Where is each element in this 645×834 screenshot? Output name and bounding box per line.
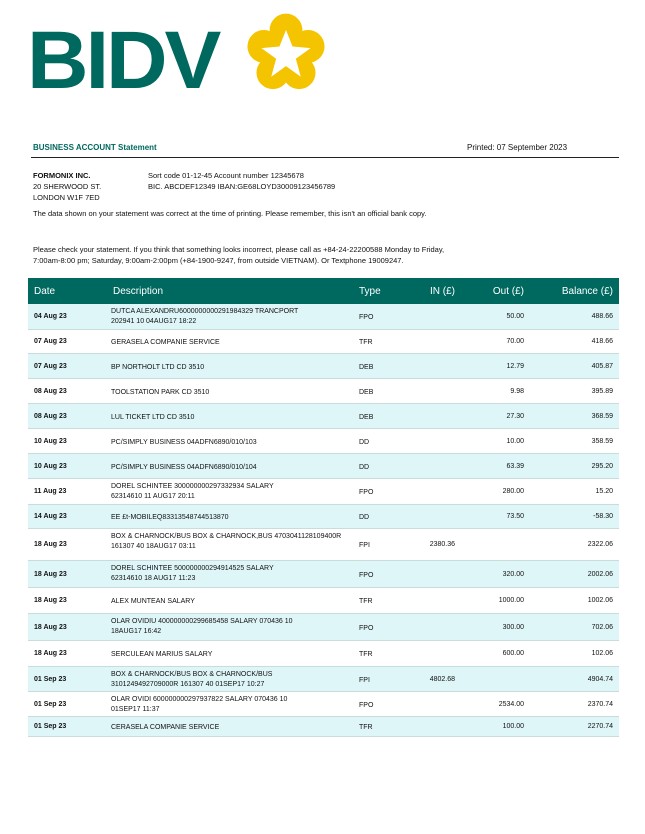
description-line-2: 202941 10 04AUG17 18:22 [111,318,197,325]
cell-type: DEB [359,414,374,421]
check-notice: Please check your statement. If you think that something looks incorrect, please call as +84-24-22200588 Monday to Friday, 7:00am-8:00 pm; Saturday, 9:00am-2:00pm (+84-1900-9247, from outside VIETNAM). Or Textphone 19009247. [33,245,445,265]
table-header [28,278,619,304]
description-line-1: EE £t-MOBILEQ83313548744513870 [111,514,229,521]
cell-type: FPO [359,572,374,579]
description-line-1: DOREL SCHINTEE 300000000297332934 SALARY [111,483,274,490]
cell-date: 18 Aug 23 [34,624,67,631]
header-type: Type [359,286,381,297]
description-line-1: BOX & CHARNOCK/BUS BOX & CHARNOCK/BUS [111,671,273,678]
header-out: Out (£) [492,286,524,297]
table-row [28,529,619,561]
statement-title: BUSINESS ACCOUNT Statement [33,143,157,152]
table-row [28,692,619,717]
cell-out: 50.00 [506,313,524,320]
cell-balance: 395.89 [591,388,613,395]
cell-out: 73.50 [506,513,524,520]
cell-out: 320.00 [502,571,524,578]
cell-out: 280.00 [502,488,524,495]
table-row [28,667,619,692]
description-line-1: LUL TICKET LTD CD 3510 [111,414,195,421]
cell-date: 07 Aug 23 [34,363,67,370]
description-line-1: GERASELA COMPANIE SERVICE [111,339,220,346]
table-row [28,561,619,588]
cell-out: 12.79 [506,363,524,370]
cell-out: 1000.00 [498,597,524,604]
table-row [28,479,619,505]
cell-date: 14 Aug 23 [34,513,67,520]
description-line-1: PC/SIMPLY BUSINESS 04ADFN6890/010/103 [111,439,257,446]
cell-type: TFR [359,651,373,658]
cell-balance: -58.30 [593,513,613,520]
cell-type: FPO [359,489,374,496]
cell-type: FPO [359,314,374,321]
cell-out: 63.39 [506,463,524,470]
transactions-table [28,278,619,737]
cell-description [111,723,371,733]
cell-description [111,388,374,398]
address-line-1: 20 SHERWOOD ST. [33,182,102,191]
cell-type: TFR [359,339,373,346]
cell-out: 9.98 [510,388,524,395]
bidv-logo [27,12,327,112]
cell-type: DEB [359,364,374,371]
cell-date: 11 Aug 23 [34,488,67,495]
cell-date: 18 Aug 23 [34,650,67,657]
cell-date: 01 Sep 23 [34,701,67,708]
table-row [28,588,619,614]
table-row [28,717,619,737]
cell-description [111,438,371,448]
cell-date: 01 Sep 23 [34,723,67,730]
cell-balance: 15.20 [595,488,613,495]
description-line-1: OLAR OVIDIU 400000000299685458 SALARY 070436 10 [111,618,293,625]
cell-description [111,307,374,327]
bidv-flower-icon [245,12,327,94]
table-row [28,354,619,379]
description-line-2: 3101249492709000R 161307 40 01SEP17 10:27 [111,681,265,688]
table-row [28,304,619,330]
header-description: Description [113,286,164,297]
cell-out: 70.00 [506,338,524,345]
cell-date: 04 Aug 23 [34,313,67,320]
cell-description [111,413,374,423]
cell-description [111,338,371,348]
description-line-2: 62314610 18 AUG17 11:23 [111,575,196,582]
bic-iban: BIC. ABCDEF12349 IBAN:GE68LOYD30009123456789 [148,182,336,191]
table-row [28,641,619,667]
cell-date: 08 Aug 23 [34,388,67,395]
cell-type: DEB [359,389,374,396]
table-row [28,330,619,354]
cell-type: DD [359,464,370,471]
table-row [28,404,619,429]
header-in: IN (£) [430,286,455,297]
description-line-2: 18AUG17 16:42 [111,628,162,635]
cell-in: 2380.36 [429,541,455,548]
cell-description [111,670,371,690]
table-row [28,429,619,454]
cell-balance: 2370.74 [587,701,613,708]
cell-balance: 1002.06 [587,597,613,604]
cell-description [111,564,374,584]
cell-description [111,695,374,715]
bank-details [148,170,335,192]
table-row [28,614,619,641]
cell-balance: 405.87 [591,363,613,370]
cell-balance: 4904.74 [587,676,613,683]
table-row [28,505,619,529]
cell-type: FPI [359,677,370,684]
cell-type: DD [359,439,370,446]
cell-date: 08 Aug 23 [34,413,67,420]
description-line-1: BOX & CHARNOCK/BUS BOX & CHARNOCK,BUS 4703041128109400R [111,533,342,540]
cell-balance: 102.06 [591,650,613,657]
cell-date: 07 Aug 23 [34,338,67,345]
cell-description [111,597,371,607]
description-line-2: 161307 40 18AUG17 03:11 [111,543,196,550]
cell-description [111,650,371,660]
cell-date: 01 Sep 23 [34,676,67,683]
cell-description [111,482,374,502]
description-line-1: TOOLSTATION PARK CD 3510 [111,389,210,396]
description-line-1: PC/SIMPLY BUSINESS 04ADFN6890/010/104 [111,464,257,471]
cell-type: FPO [359,702,374,709]
cell-date: 18 Aug 23 [34,541,67,548]
cell-in: 4802.68 [429,676,455,683]
description-line-1: BP NORTHOLT LTD CD 3510 [111,364,205,371]
description-line-2: 62314610 11 AUG17 20:11 [111,493,195,500]
cell-description [111,532,371,552]
cell-description [111,617,374,637]
description-line-1: DUTCA ALEXANDRU6000000000291984329 TRANCPORT [111,308,299,315]
table-row [28,379,619,404]
cell-balance: 2322.06 [587,541,613,548]
cell-date: 10 Aug 23 [34,438,67,445]
description-line-1: OLAR OVIDI 600000000297937822 SALARY 070436 10 [111,696,288,703]
cell-out: 300.00 [502,624,524,631]
cell-out: 600.00 [502,650,524,657]
cell-balance: 488.66 [591,313,613,320]
cell-balance: 368.59 [591,413,613,420]
cell-balance: 295.20 [591,463,613,470]
cell-balance: 358.59 [591,438,613,445]
description-line-2: 01SEP17 11:37 [111,706,160,713]
cell-description [111,463,371,473]
printed-date: Printed: 07 September 2023 [467,143,568,152]
customer-address [33,170,101,203]
description-line-1: DOREL SCHINTEE 500000000294914525 SALARY [111,565,274,572]
cell-description [111,513,371,523]
table-row [28,454,619,479]
cell-balance: 2002.06 [587,571,613,578]
logo-wordmark: BIDV [27,15,219,106]
customer-name: FORMONIX INC. [33,171,91,180]
cell-description [111,363,374,373]
table-body [28,304,619,737]
cell-out: 2534.00 [498,701,524,708]
cell-out: 27.30 [506,413,524,420]
cell-type: TFR [359,598,373,605]
description-line-1: SERCULEAN MARIUS SALARY [111,651,213,658]
sort-code-account: Sort code 01-12-45 Account number 12345678 [148,171,304,180]
cell-date: 10 Aug 23 [34,463,67,470]
cell-out: 100.00 [502,723,524,730]
cell-date: 18 Aug 23 [34,597,67,604]
address-line-2: LONDON W1F 7ED [33,193,100,202]
description-line-1: ALEX MUNTEAN SALARY [111,598,195,605]
header-balance: Balance (£) [561,286,613,297]
description-line-1: CERASELA COMPANIE SERVICE [111,724,220,731]
cell-type: FPO [359,625,374,632]
cell-balance: 2270.74 [587,723,613,730]
statement-notice: The data shown on your statement was correct at the time of printing. Please remember, this isn't an official bank copy. [33,209,427,218]
cell-type: TFR [359,724,373,731]
cell-date: 18 Aug 23 [34,571,67,578]
header-divider [31,157,619,158]
cell-out: 10.00 [506,438,524,445]
cell-balance: 418.66 [591,338,613,345]
cell-balance: 702.06 [591,624,613,631]
cell-type: DD [359,514,370,521]
header-date: Date [34,286,56,297]
cell-type: FPI [359,542,370,549]
